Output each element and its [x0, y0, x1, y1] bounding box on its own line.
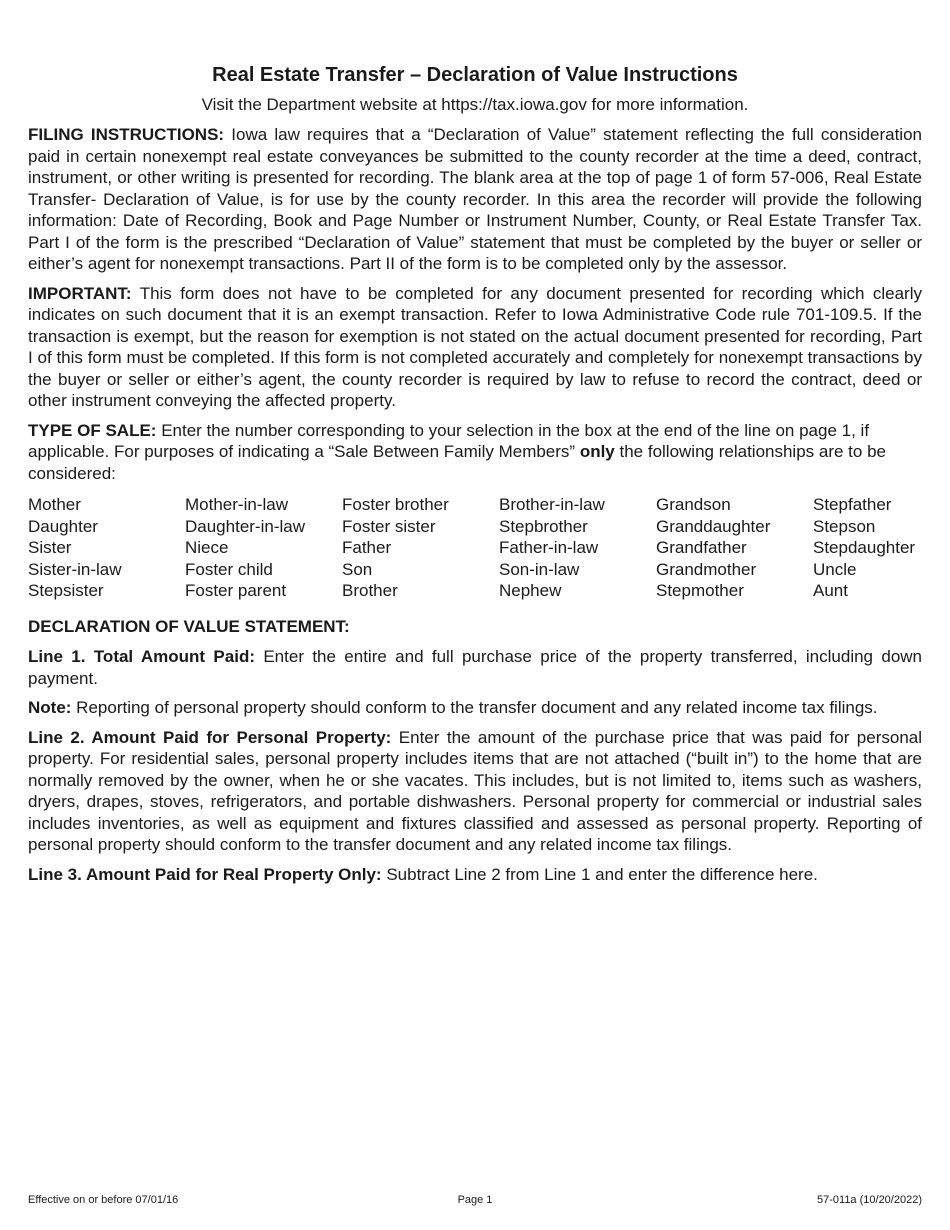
relationship-item: Niece	[185, 538, 229, 557]
relationship-item: Sister-in-law	[28, 559, 122, 579]
relationship-item: Foster sister	[342, 516, 436, 536]
relationship-item: Stepbrother	[499, 516, 588, 536]
relationship-item: Mother	[28, 495, 81, 514]
line2-label: Line 2. Amount Paid for Personal Property:	[28, 727, 392, 747]
relationship-item: Daughter	[28, 516, 98, 536]
page-title: Real Estate Transfer – Declaration of Value Instructions	[212, 64, 738, 86]
relationship-item: Stepson	[813, 516, 876, 536]
website-note: Visit the Department website at https://tax.iowa.gov for more information.	[201, 95, 749, 114]
note-label: Note:	[28, 698, 72, 717]
line3-label: Line 3. Amount Paid for Real Property Only:	[28, 864, 382, 884]
filing-instructions-text: Iowa law requires that a “Declaration of Value” statement reflecting the full consideration paid in certain nonexempt real estate conveyances be submitted to the county recorder at the time a deed, contract, instrument, or other writing is presented for recording. The blank area at the top of page 1 of form 57-006, Real Estate Transfer- Declaration of Value, is for use by the county recorder. In this area the recorder will provide the following information: Date of Recording, Book and Page Number or Instrument Number, County, or Real Estate Transfer Tax. Part I of the form is the prescribed “Declaration of Value” statement that must be completed by the buyer or seller or either’s agent for nonexempt transactions. Part II of the form is to be completed only by the assessor.	[28, 125, 922, 273]
relationship-item: Son-in-law	[499, 559, 580, 579]
relationship-item: Daughter-in-law	[185, 516, 305, 536]
important-label: IMPORTANT:	[28, 283, 132, 303]
type-of-sale-label: TYPE OF SALE:	[28, 420, 157, 440]
relationship-item: Nephew	[499, 581, 562, 600]
relationship-item: Foster parent	[185, 581, 287, 600]
relationship-item: Sister	[28, 538, 72, 557]
line2-text: Enter the amount of the purchase price that was paid for personal property. For residential sales, personal property includes items that are not attached (“built in”) to the home that are normally removed by the owner, when he or she vacates. This includes, but is not limited to, items such as washers, dryers, drapes, stoves, refrigerators, and portable dishwashers. Personal property for commercial or industrial sales includes inventories, as well as equipment and fixtures classified and assessed as personal property. Reporting of personal property should conform to the transfer document and any related income tax filings.	[28, 727, 923, 854]
relationship-item: Uncle	[813, 559, 857, 579]
relationship-item: Stepmother	[656, 581, 744, 600]
filing-instructions-paragraph	[28, 124, 922, 275]
relationship-item: Father-in-law	[499, 538, 599, 557]
relationship-item: Grandfather	[656, 538, 747, 557]
type-of-sale-emphasis: only	[579, 442, 615, 461]
important-paragraph	[28, 283, 922, 412]
relationship-item: Aunt	[813, 581, 848, 600]
filing-instructions-label: FILING INSTRUCTIONS:	[28, 125, 225, 144]
line1-label: Line 1. Total Amount Paid:	[28, 647, 255, 666]
relationship-item: Father	[342, 538, 392, 557]
relationships-list	[28, 494, 922, 602]
declaration-heading: DECLARATION OF VALUE STATEMENT:	[28, 616, 350, 636]
line1-paragraph	[28, 646, 922, 689]
relationship-item: Stepdaughter	[813, 538, 916, 557]
relationship-item: Grandmother	[656, 559, 757, 579]
relationship-item: Mother-in-law	[185, 495, 288, 514]
type-of-sale-text: Enter the number corresponding to your selection in the box at the end of the line on page 1, if applicable. For purposes of indicating a “Sale Between Family Members”	[28, 420, 870, 461]
footer-page-number: Page 1	[457, 1194, 493, 1206]
relationship-item: Foster child	[185, 559, 273, 579]
important-text: This form does not have to be completed for any document presented for recording which clearly indicates on such document that it is an exempt transaction. Refer to Iowa Administrative Code rule 701-109.5. If the transaction is exempt, but the reason for exemption is not stated on the actual document presented for recording, Part I of this form must be completed. If this form is not completed accurately and completely for nonexempt transactions by the buyer or seller or either’s agent, the county recorder is required by law to refuse to record the contract, deed or other instrument conveying the affected property.	[28, 283, 922, 410]
relationship-item: Grandson	[656, 495, 731, 514]
footer-effective-date: Effective on or before 07/01/16	[28, 1194, 179, 1206]
line1-text: Enter the entire and full purchase price of the property transferred, including down payment.	[28, 647, 922, 688]
relationship-item: Brother	[342, 581, 398, 600]
line3-text: Subtract Line 2 from Line 1 and enter the difference here.	[381, 864, 818, 884]
line3-paragraph	[28, 864, 922, 886]
footer-form-number: 57-011a (10/20/2022)	[817, 1194, 922, 1206]
relationship-item: Stepfather	[813, 495, 892, 514]
relationship-item: Son	[342, 559, 373, 579]
type-of-sale-paragraph	[28, 420, 922, 485]
relationship-item: Granddaughter	[656, 516, 771, 536]
relationship-item: Stepsister	[28, 581, 104, 600]
note-paragraph	[28, 697, 922, 719]
document-body	[28, 62, 922, 893]
relationship-item: Foster brother	[342, 495, 449, 514]
line2-paragraph	[28, 727, 922, 856]
note-text: Reporting of personal property should conform to the transfer document and any related income tax filings.	[71, 698, 878, 717]
type-of-sale-text-end: the following relationships are to be considered:	[28, 442, 886, 483]
relationship-item: Brother-in-law	[499, 495, 605, 514]
